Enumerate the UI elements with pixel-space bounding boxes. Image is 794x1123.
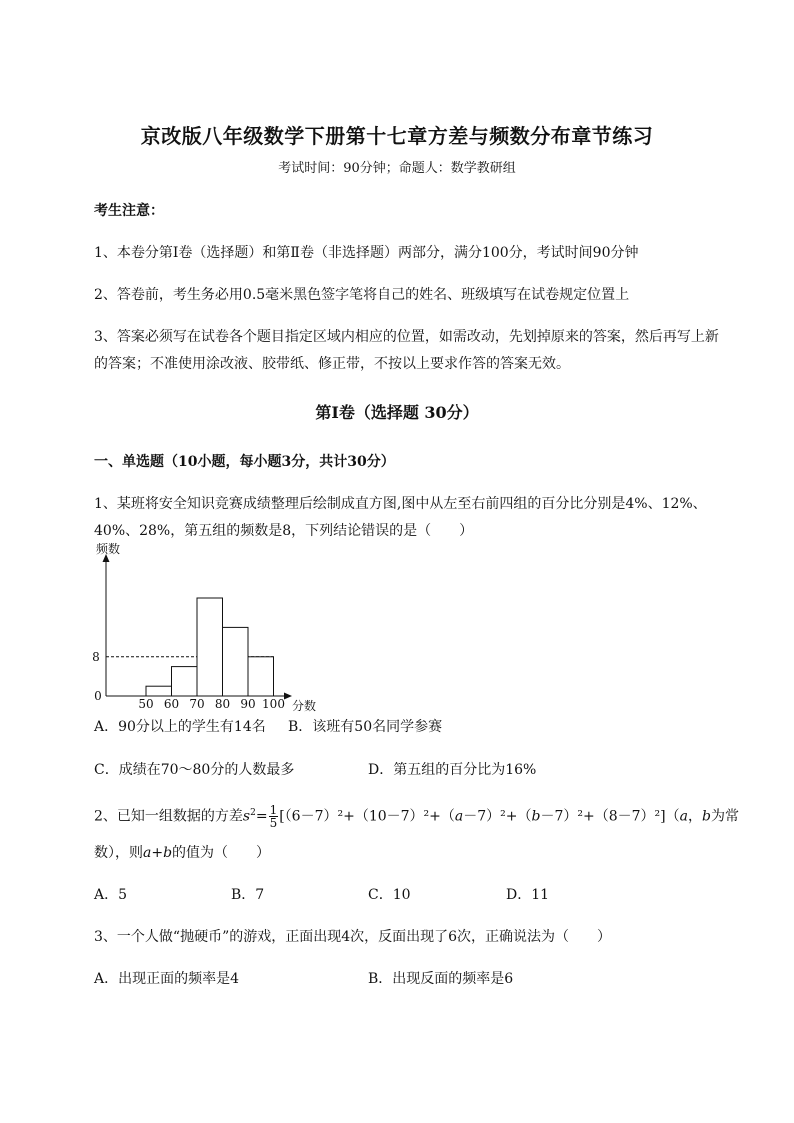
question-3-option-b: B．出现反面的频率是6 [368, 971, 514, 987]
question-2-prefix: 2、已知一组数据的方差 [94, 808, 243, 825]
question-1-option-a: A．90分以上的学生有14名 [94, 719, 266, 735]
variance-expression-3: －7）²+（8－7）²]（ [540, 808, 680, 825]
fraction-denominator: 5 [269, 816, 278, 830]
fraction-one-fifth [269, 804, 279, 829]
question-2-option-a: A．5 [94, 887, 128, 903]
question-2-line2-suffix: 的值为（ ） [172, 845, 271, 861]
variance-symbol: s [242, 808, 251, 825]
question-2-line2-prefix: 数），则 [94, 845, 143, 861]
x-axis-arrow [284, 693, 292, 700]
y-tick-label: 0 [94, 689, 102, 703]
question-2-text-cont [94, 842, 270, 862]
histogram-layer [92, 541, 316, 713]
histogram-bar [248, 657, 274, 696]
question-1-text: 1、某班将安全知识竞赛成绩整理后绘制成直方图,图中从左至右前四组的百分比分别是4%、12%、 [94, 496, 707, 512]
y-tick-label: 8 [92, 649, 100, 664]
question-3-option-a: A．出现正面的频率是4 [94, 971, 240, 987]
variable-a-2: a [679, 808, 688, 825]
histogram-bar [197, 598, 223, 696]
question-1-text-cont: 40%、28%，第五组的频数是8，下列结论错误的是（ ） [94, 523, 474, 539]
variable-b-2: b [701, 808, 711, 825]
histogram-chart [86, 538, 326, 713]
x-tick-label: 90 [240, 697, 256, 711]
x-tick-label: 70 [189, 697, 205, 711]
question-2-text [94, 804, 739, 829]
equals-sign: = [255, 808, 268, 825]
exam-info: 考试时间：90分钟；命题人：数学教研组 [278, 161, 516, 176]
fraction-numerator: 1 [269, 803, 278, 817]
page-title: 京改版八年级数学下册第十七章方差与频数分布章节练习 [140, 124, 654, 148]
variable-b: b [531, 808, 541, 825]
question-1-option-c: C．成绩在70～80分的人数最多 [94, 762, 295, 778]
comma: ， [687, 808, 702, 825]
notice-item-1: 1、本卷分第Ⅰ卷（选择题）和第Ⅱ卷（非选择题）两部分，满分100分，考试时间90分钟 [94, 245, 639, 261]
question-2-option-b: B．7 [231, 887, 265, 903]
notice-heading: 考生注意： [94, 203, 164, 219]
notice-item-3-cont: 的答案；不准使用涂改液、胶带纸、修正带，不按以上要求作答的答案无效。 [94, 356, 570, 372]
question-1-option-d: D．第五组的百分比为16% [368, 762, 537, 778]
variance-expression-1: [（6－7）²+（10－7）²+（ [279, 808, 455, 825]
notice-item-3: 3、答案必须写在试卷各个题目指定区域内相应的位置，如需改动，先划掉原来的答案，然后再写上新 [94, 329, 719, 345]
question-2-option-d: D．11 [506, 887, 550, 903]
question-3-text: 3、一个人做“抛硬币”的游戏，正面出现4次，反面出现了6次，正确说法为（ ） [94, 929, 612, 945]
x-tick-label: 100 [262, 697, 285, 711]
part-title: 一、单选题（10小题，每小题3分，共计30分） [94, 454, 395, 470]
section-title: 第Ⅰ卷（选择题 30分） [315, 403, 479, 422]
histogram-bar [146, 686, 172, 696]
y-axis-label: 频数 [95, 542, 121, 556]
sum-a-plus-b: a+b [143, 845, 173, 861]
x-tick-label: 80 [214, 697, 231, 711]
x-tick-label: 60 [163, 697, 180, 711]
question-1-option-b: B．该班有50名同学参赛 [288, 719, 443, 735]
variance-exponent: 2 [250, 807, 256, 818]
x-axis-label: 分数 [291, 699, 317, 713]
x-tick-label: 50 [138, 697, 154, 711]
histogram-bar [172, 667, 198, 696]
histogram-bar [223, 627, 249, 696]
variance-expression-2: －7）²+（ [463, 808, 532, 825]
notice-item-2: 2、答卷前，考生务必用0.5毫米黑色签字笔将自己的姓名、班级填写在试卷规定位置上 [94, 287, 630, 303]
question-2-option-c: C．10 [368, 887, 411, 903]
variable-a: a [454, 808, 464, 825]
question-2-tail: 为常 [710, 808, 739, 825]
